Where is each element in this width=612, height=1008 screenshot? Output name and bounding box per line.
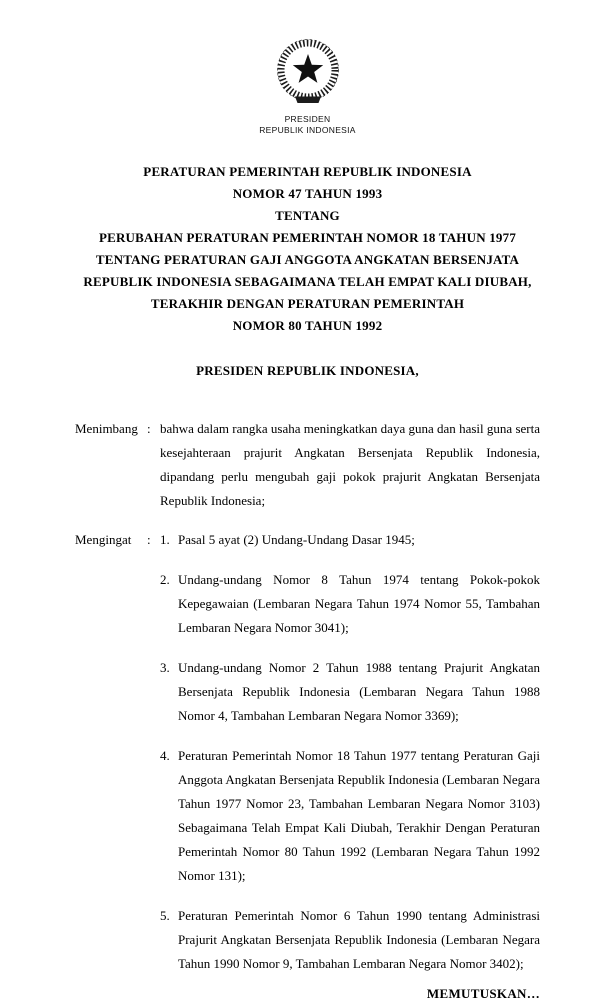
document-title-block bbox=[75, 161, 540, 337]
title-line-2: NOMOR 47 TAHUN 1993 bbox=[232, 186, 383, 201]
memutuskan-line: MEMUTUSKAN… bbox=[426, 986, 540, 1001]
emblem-caption-line-2: REPUBLIK INDONESIA bbox=[259, 124, 356, 135]
menimbang-label: Menimbang bbox=[75, 421, 138, 436]
title-line-3: TENTANG bbox=[275, 208, 340, 223]
menimbang-separator: : bbox=[147, 421, 151, 436]
item-number: 4. bbox=[160, 748, 170, 763]
mengingat-label: Mengingat bbox=[75, 532, 132, 547]
item-text: Undang-undang Nomor 2 Tahun 1988 tentang Prajurit Angkatan Bersenjata Republik Indonesia (Lembaran Negara Tahun 1988 Nomor 4, Tambahan Lembaran Negara Nomor 3369); bbox=[178, 660, 540, 723]
list-item bbox=[160, 744, 540, 888]
title-line-7: TERAKHIR DENGAN PERATURAN PEMERINTAH bbox=[150, 296, 465, 311]
list-item bbox=[160, 656, 540, 728]
title-line-6: REPUBLIK INDONESIA SEBAGAIMANA TELAH EMPAT KALI DIUBAH, bbox=[83, 274, 532, 289]
document-header bbox=[75, 32, 540, 135]
item-text: Pasal 5 ayat (2) Undang-Undang Dasar 1945; bbox=[178, 532, 415, 547]
item-number: 3. bbox=[160, 660, 170, 675]
item-number: 2. bbox=[160, 572, 170, 587]
mengingat-list bbox=[160, 528, 540, 976]
menimbang-section bbox=[75, 417, 540, 513]
title-line-5: TENTANG PERATURAN GAJI ANGGOTA ANGKATAN BERSENJATA bbox=[95, 252, 520, 267]
list-item bbox=[160, 568, 540, 640]
item-text: Peraturan Pemerintah Nomor 18 Tahun 1977 tentang Peraturan Gaji Anggota Angkatan Bersenjata Republik Indonesia (Lembaran Negara Tahun 1977 Nomor 23, Tambahan Lembaran Negara Nomor 3103) Sebagaimana Telah Empat Kali Diubah, Terakhir Dengan Peraturan Pemerintah Nomor 80 Tahun 1992 (Lembaran Negara Tahun 1992 Nomor 131); bbox=[178, 748, 540, 883]
list-item bbox=[160, 528, 540, 552]
item-number: 5. bbox=[160, 908, 170, 923]
item-text: Undang-undang Nomor 8 Tahun 1974 tentang Pokok-pokok Kepegawaian (Lembaran Negara Tahun 1974 Nomor 55, Tambahan Lembaran Negara Nomor 3041); bbox=[178, 572, 540, 635]
menimbang-text: bahwa dalam rangka usaha meningkatkan daya guna dan hasil guna serta kesejahteraan prajurit Angkatan Bersenjata Republik Indonesia, dipandang perlu mengubah gaji pokok prajurit Angkatan Bersenjata Republik Indonesia; bbox=[160, 421, 540, 508]
emblem-caption-line-1: PRESIDEN bbox=[284, 114, 331, 124]
title-line-4: PERUBAHAN PERATURAN PEMERINTAH NOMOR 18 TAHUN 1977 bbox=[98, 230, 517, 245]
item-text: Peraturan Pemerintah Nomor 6 Tahun 1990 tentang Administrasi Prajurit Angkatan Bersenjata Republik Indonesia (Lembaran Negara Tahun 1990 Nomor 9, Tambahan Lembaran Negara Nomor 3402); bbox=[178, 908, 540, 971]
item-number: 1. bbox=[160, 532, 170, 547]
mengingat-section bbox=[75, 528, 540, 976]
title-line-8: NOMOR 80 TAHUN 1992 bbox=[232, 318, 383, 333]
presidential-seal-icon bbox=[260, 32, 356, 112]
list-item bbox=[160, 904, 540, 976]
subject-line: PRESIDEN REPUBLIK INDONESIA, bbox=[196, 363, 419, 378]
document-body bbox=[75, 417, 540, 1006]
mengingat-separator: : bbox=[147, 532, 151, 547]
title-line-1: PERATURAN PEMERINTAH REPUBLIK INDONESIA bbox=[143, 164, 472, 179]
